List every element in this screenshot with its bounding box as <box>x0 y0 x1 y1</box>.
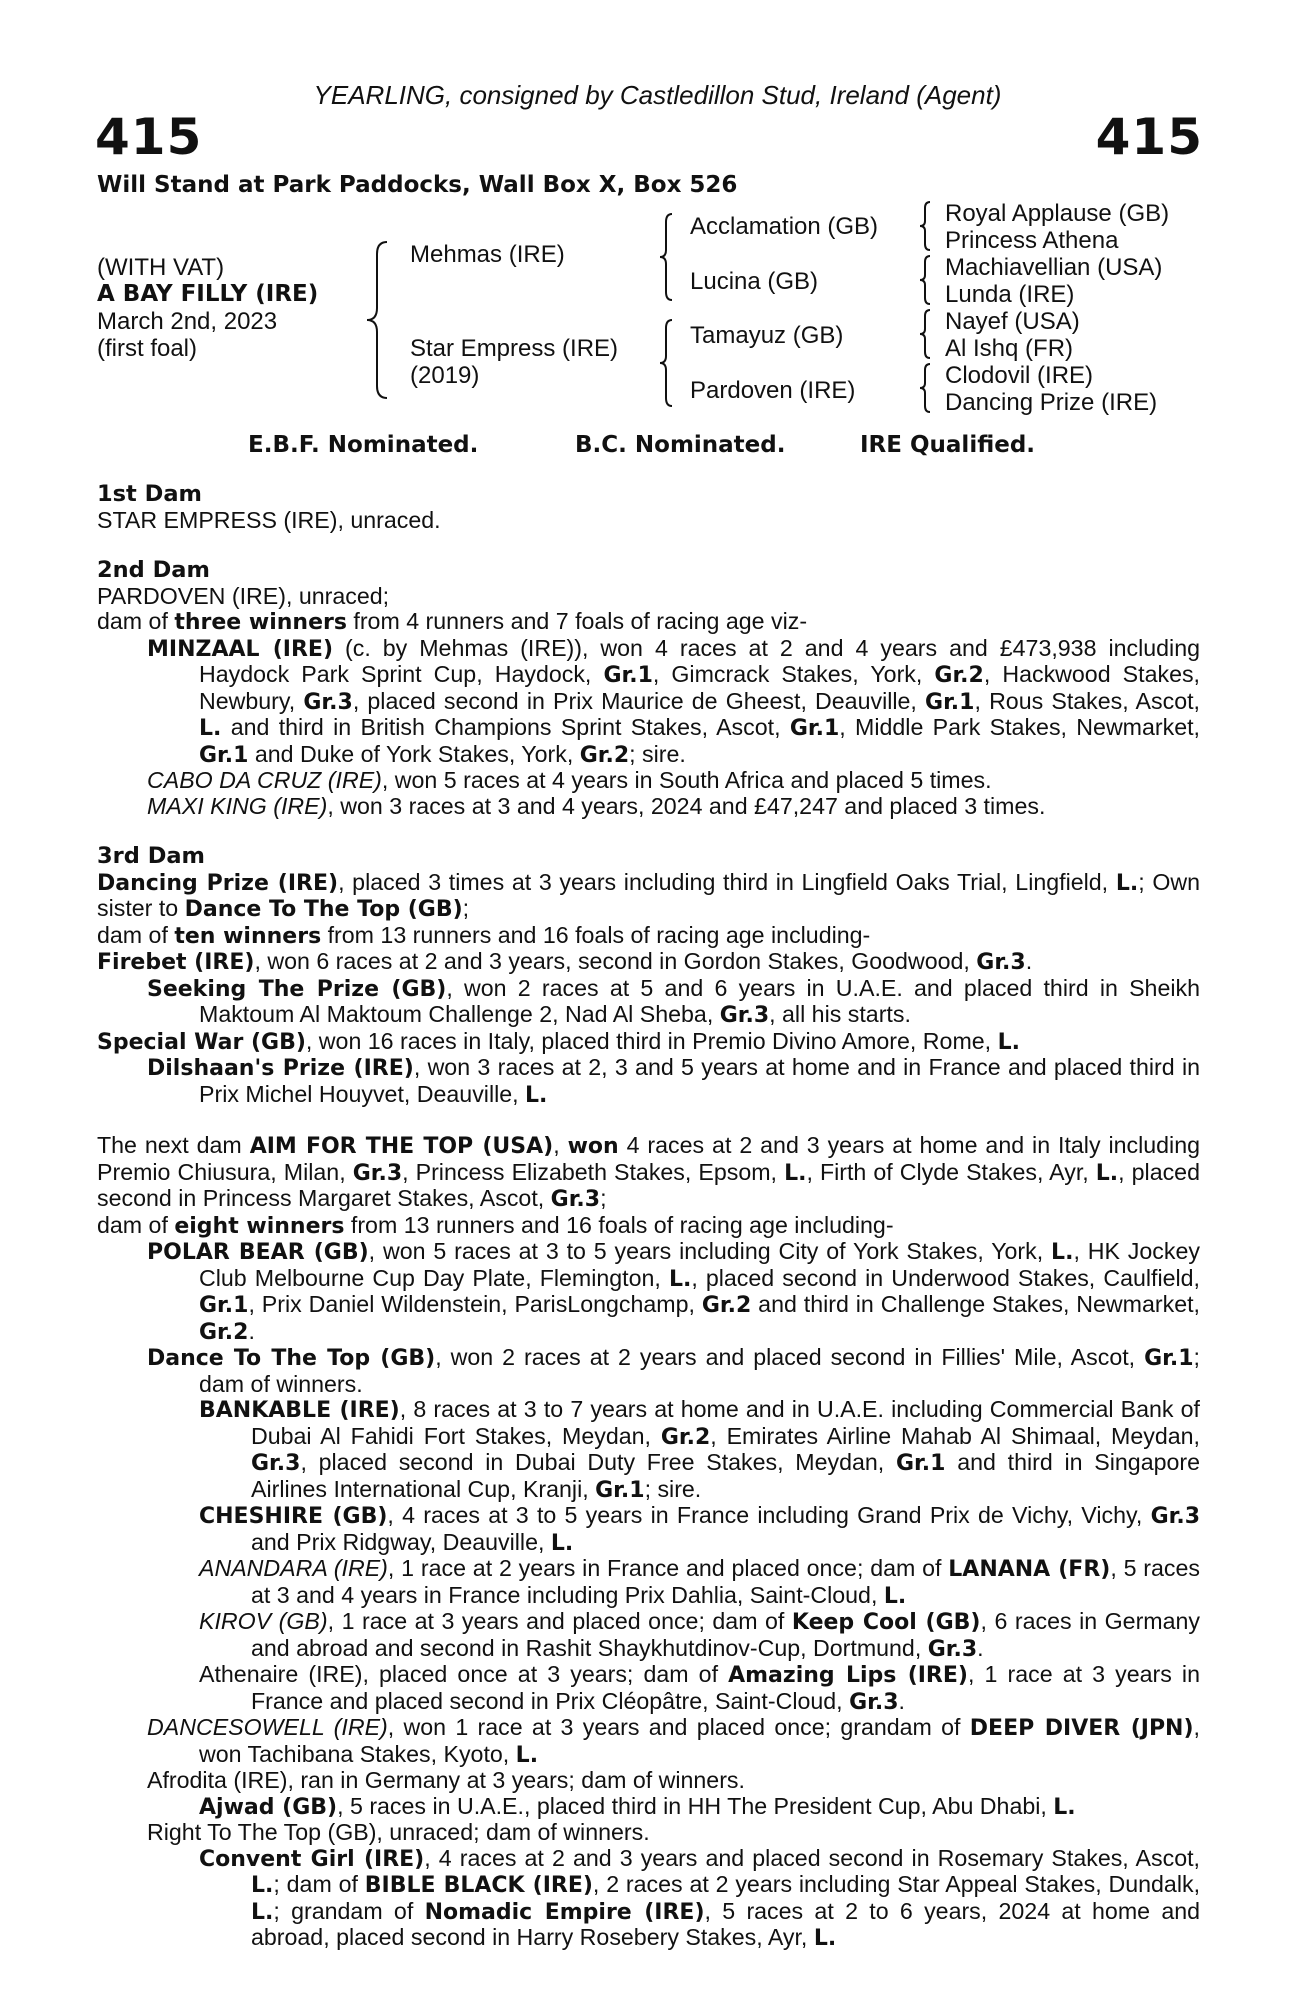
ssd: Princess Athena <box>945 227 1119 254</box>
body-paragraph: Right To The Top (GB), unraced; dam of winners. <box>147 1819 650 1845</box>
pedigree-brace-dam <box>658 318 674 408</box>
body-paragraph: The next dam AIM FOR THE TOP (USA), won 4 races at 2 and 3 years at home and in Italy including Premio Chiusura, Milan, Gr.3, Princess Elizabeth Stakes, Epsom, L., Firth of Clyde Stakes, Ayr, L., placed second in Princess Margaret Stakes, Ascot, Gr.3; <box>97 1132 1200 1212</box>
ddd: Dancing Prize (IRE) <box>945 389 1158 416</box>
body-paragraph: KIROV (GB), 1 race at 3 years and placed once; dam of Keep Cool (GB), 6 races in Germany and abroad and second in Rashit Shaykhutdinov-Cup, Dortmund, Gr.3. <box>199 1608 1200 1662</box>
pedigree-brace-3a <box>918 200 932 252</box>
body-paragraph: PARDOVEN (IRE), unraced; <box>97 582 390 609</box>
body-paragraph: Ajwad (GB), 5 races in U.A.E., placed third in HH The President Cup, Abu Dhabi, L. <box>199 1792 1076 1820</box>
dsd: Al Ishq (FR) <box>945 335 1074 362</box>
horse-name: A BAY FILLY (IRE) <box>97 281 319 307</box>
section-heading: 3rd Dam <box>97 843 205 869</box>
sds: Machiavellian (USA) <box>945 254 1163 281</box>
consignor-header: YEARLING, consigned by Castledillon Stud, Ireland (Agent) <box>313 80 1002 110</box>
pedigree-brace-sire <box>658 212 674 302</box>
pedigree-brace-3b <box>918 254 932 306</box>
body-paragraph: dam of ten winners from 13 runners and 16 foals of racing age including- <box>97 921 871 949</box>
sire-dam: Lucina (GB) <box>690 268 819 295</box>
body-paragraph: Seeking The Prize (GB), won 2 races at 5 and 6 years in U.A.E. and placed third in Sheikh Maktoum Al Maktoum Challenge 2, Nad Al Sheba, Gr.3, all his starts. <box>147 974 1200 1028</box>
foaling-date: March 2nd, 2023 <box>97 308 278 335</box>
pedigree-brace-main <box>365 240 389 400</box>
body-paragraph: Special War (GB), won 16 races in Italy, placed third in Premio Divino Amore, Rome, L. <box>97 1027 1020 1055</box>
body-paragraph: Dilshaan's Prize (IRE), won 3 races at 2, 3 and 5 years at home and in France and placed third in Prix Michel Houyvet, Deauville, L. <box>147 1054 1201 1108</box>
body-paragraph: STAR EMPRESS (IRE), unraced. <box>97 506 441 533</box>
body-paragraph: MAXI KING (IRE), won 3 races at 3 and 4 years, 2024 and £47,247 and placed 3 times. <box>147 792 1046 819</box>
body-paragraph: Afrodita (IRE), ran in Germany at 3 years; dam of winners. <box>147 1767 745 1793</box>
dam-name: Star Empress (IRE) <box>410 335 619 362</box>
lot-number-right: 415 <box>1095 108 1203 166</box>
body-paragraph: MINZAAL (IRE) (c. by Mehmas (IRE)), won 4 races at 2 and 4 years and £473,938 including Haydock Park Sprint Cup, Haydock, Gr.1, Gimcrack Stakes, York, Gr.2, Hackwood Stakes, Newbury, Gr.3, placed second in Prix Maurice de Gheest, Deauville, Gr.1, Rous Stakes, Ascot, L. and third in British Champions Sprint Stakes, Ascot, Gr.1, Middle Park Stakes, Newmarket, Gr.1 and Duke of York Stakes, York, Gr.2; sire. <box>147 634 1200 768</box>
sire-name: Mehmas (IRE) <box>410 241 565 268</box>
body-paragraph: dam of eight winners from 13 runners and 16 foals of racing age including- <box>97 1211 894 1239</box>
foal-note: (first foal) <box>97 335 198 362</box>
dam-dam: Pardoven (IRE) <box>690 377 856 404</box>
body-paragraph: DANCESOWELL (IRE), won 1 race at 3 years and placed once; grandam of DEEP DIVER (JPN), won Tachibana Stakes, Kyoto, L. <box>147 1714 1200 1768</box>
sss: Royal Applause (GB) <box>945 200 1170 227</box>
sdd: Lunda (IRE) <box>945 281 1075 308</box>
dss: Nayef (USA) <box>945 308 1080 335</box>
body-paragraph: Athenaire (IRE), placed once at 3 years; dam of Amazing Lips (IRE), 1 race at 3 years in France and placed second in Prix Cléopâtre, Saint-Cloud, Gr.3. <box>199 1661 1200 1715</box>
body-paragraph: CABO DA CRUZ (IRE), won 5 races at 4 years in South Africa and placed 5 times. <box>147 767 992 793</box>
first-dam-heading: 1st Dam <box>97 481 202 507</box>
pedigree-brace-3d <box>918 362 932 414</box>
vat-note: (WITH VAT) <box>97 254 225 281</box>
stand-location: Will Stand at Park Paddocks, Wall Box X, Box 526 <box>97 172 738 198</box>
lot-number-left: 415 <box>95 108 203 166</box>
dam-sire: Tamayuz (GB) <box>690 322 844 349</box>
dds: Clodovil (IRE) <box>945 362 1094 389</box>
body-paragraph: dam of three winners from 4 runners and 7 foals of racing age viz- <box>97 608 808 635</box>
body-paragraph: CHESHIRE (GB), 4 races at 3 to 5 years in France including Grand Prix de Vichy, Vichy, Gr.3 and Prix Ridgway, Deauville, L. <box>199 1502 1200 1556</box>
ebf-nomination: E.B.F. Nominated. <box>248 432 479 458</box>
body-paragraph: POLAR BEAR (GB), won 5 races at 3 to 5 years including City of York Stakes, York, L., HK Jockey Club Melbourne Cup Day Plate, Flemington, L., placed second in Underwood Stakes, Caulfield, Gr.1, Prix Daniel Wildenstein, ParisLongchamp, Gr.2 and third in Challenge Stakes, Newmarket, Gr.2. <box>147 1238 1200 1345</box>
dam-year: (2019) <box>410 362 480 389</box>
ire-qualification: IRE Qualified. <box>860 432 1036 458</box>
spacer <box>97 1108 1200 1133</box>
bc-nomination: B.C. Nominated. <box>575 432 786 458</box>
spacer <box>97 819 1200 844</box>
body-paragraph: Dancing Prize (IRE), placed 3 times at 3 years including third in Lingfield Oaks Trial, Lingfield, L.; Own sister to Dance To The Top (GB); <box>97 868 1201 922</box>
sire-sire: Acclamation (GB) <box>690 213 879 240</box>
body-paragraph: Dance To The Top (GB), won 2 races at 2 years and placed second in Fillies' Mile, Ascot, Gr.1; dam of winners. <box>147 1344 1200 1397</box>
spacer <box>97 533 1200 558</box>
body-paragraph: Convent Girl (IRE), 4 races at 2 and 3 years and placed second in Rosemary Stakes, Ascot, L.; dam of BIBLE BLACK (IRE), 2 races at 2 years including Star Appeal Stakes, Dundalk, L.; grandam of Nomadic Empire (IRE), 5 races at 2 to 6 years, 2024 at home and abroad, placed second in Harry Rosebery Stakes, Ayr, L. <box>199 1844 1201 1951</box>
body-paragraph: Firebet (IRE), won 6 races at 2 and 3 years, second in Gordon Stakes, Goodwood, Gr.3. <box>97 948 1033 975</box>
pedigree-brace-3c <box>918 308 932 360</box>
body-paragraph: ANANDARA (IRE), 1 race at 2 years in France and placed once; dam of LANANA (FR), 5 races at 3 and 4 years in France including Prix Dahlia, Saint-Cloud, L. <box>199 1555 1200 1609</box>
body-paragraph: BANKABLE (IRE), 8 races at 3 to 7 years at home and in U.A.E. including Commercial Bank of Dubai Al Fahidi Fort Stakes, Meydan, Gr.2, Emirates Airline Mahab Al Shimaal, Meydan, Gr.3, placed second in Dubai Duty Free Stakes, Meydan, Gr.1 and third in Singapore Airlines International Cup, Kranji, Gr.1; sire. <box>199 1396 1200 1503</box>
section-heading: 2nd Dam <box>97 557 210 583</box>
catalogue-body <box>97 482 1200 1952</box>
